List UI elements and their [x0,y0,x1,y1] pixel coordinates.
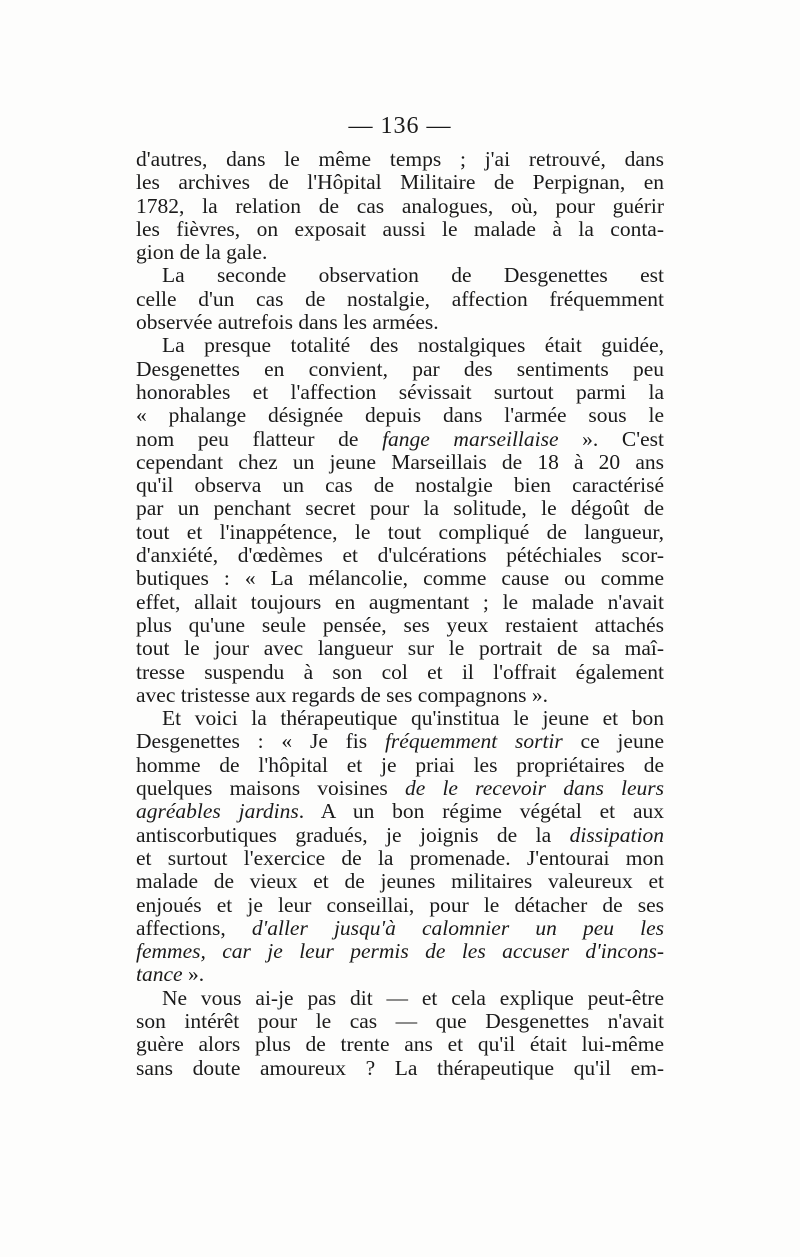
text-line: les fièvres, on exposait aussi le malade à la conta- [136,216,664,241]
text-line: celle d'un cas de nostalgie, affection fréquemment [136,286,664,311]
text-line: observée autrefois dans les armées. [136,310,439,335]
text-segment: . A un bon régime végétal et aux [298,799,664,824]
text-line: « phalange désignée depuis dans l'armée sous le [136,403,664,428]
text-line [136,730,664,753]
text-line: son intérêt pour le cas — que Desgenettes n'avait [136,1008,664,1033]
italic-segment: femmes, car je leur permis de les accuser d'incons- [136,939,664,964]
italic-segment: tance [136,962,183,987]
text-segment: nom peu flatteur de [136,426,383,451]
text-line: homme de l'hôpital et je priai les propriétaires de [136,752,664,777]
text-segment: ». C'est [558,426,664,451]
text-line: tout et l'inappétence, le tout compliqué de langueur, [136,519,664,544]
text-segment: ». [182,962,205,987]
text-line [136,428,664,451]
text-segment: antiscorbutiques gradués, je joignis de la [136,822,570,847]
text-line: butiques : « La mélancolie, comme cause ou comme [136,566,664,591]
text-line: malade de vieux et de jeunes militaires valeureux et [136,869,664,894]
text-line: effet, allait toujours en augmentant ; le malade n'avait [136,589,664,614]
italic-segment: fréquemment sortir [384,729,563,754]
text-line: gion de la gale. [136,240,268,265]
page-number: — 136 — [348,113,452,139]
text-line [136,824,664,847]
text-line: tresse suspendu à son col et il l'offrait également [136,659,664,684]
text-line: Et voici la thérapeutique qu'institua le jeune et bon [162,706,664,731]
text-line: Desgenettes en convient, par des sentiments peu [136,356,664,381]
text-segment: Desgenettes : « Je fis [136,729,385,754]
text-line: cependant chez un jeune Marseillais de 18 à 20 ans [136,449,664,474]
text-line: et surtout l'exercice de la promenade. J'entourai mon [136,845,664,870]
text-line: guère alors plus de trente ans et qu'il était lui-même [136,1032,664,1057]
italic-segment: d'aller jusqu'à calomnier un peu les [251,915,664,940]
text-line [136,940,664,963]
italic-segment: agréables jardins [136,799,299,824]
text-line: enjoués et je leur conseillai, pour le détacher de ses [136,892,664,917]
text-line: plus qu'une seule pensée, ses yeux restaient attachés [136,612,664,637]
italic-segment: fange marseillaise [382,426,559,451]
text-line: honorables et l'affection sévissait surtout parmi la [136,379,664,404]
text-line: d'autres, dans le même temps ; j'ai retrouvé, dans [136,147,664,171]
text-segment: affections, [136,915,252,940]
text-line [136,963,664,986]
text-line [136,917,664,940]
text-line: tout le jour avec langueur sur le portrait de sa maî- [136,636,664,661]
italic-segment: de le recevoir dans leurs [404,776,665,801]
text-segment: ce jeune [562,729,664,754]
text-line: La seconde observation de Desgenettes est [162,263,664,288]
body-text [136,148,664,1080]
text-line: sans doute amoureux ? La thérapeutique qu'il em- [136,1055,664,1080]
text-line: d'anxiété, d'œdèmes et d'ulcérations pétéchiales scor- [136,543,664,568]
text-line: par un penchant secret pour la solitude, le dégoût de [136,496,664,521]
text-line [136,800,664,823]
text-line: avec tristesse aux regards de ses compagnons ». [136,682,548,707]
text-segment: quelques maisons voisines [136,776,405,801]
text-line: 1782, la relation de cas analogues, où, pour guérir [136,193,664,218]
text-line: qu'il observa un cas de nostalgie bien caractérisé [136,473,664,498]
text-line: La presque totalité des nostalgiques était guidée, [162,333,664,358]
text-line: Ne vous ai-je pas dit — et cela explique peut-être [162,985,664,1010]
text-line: les archives de l'Hôpital Militaire de Perpignan, en [136,170,664,195]
text-line [136,777,664,800]
italic-segment: dissipation [569,822,664,847]
